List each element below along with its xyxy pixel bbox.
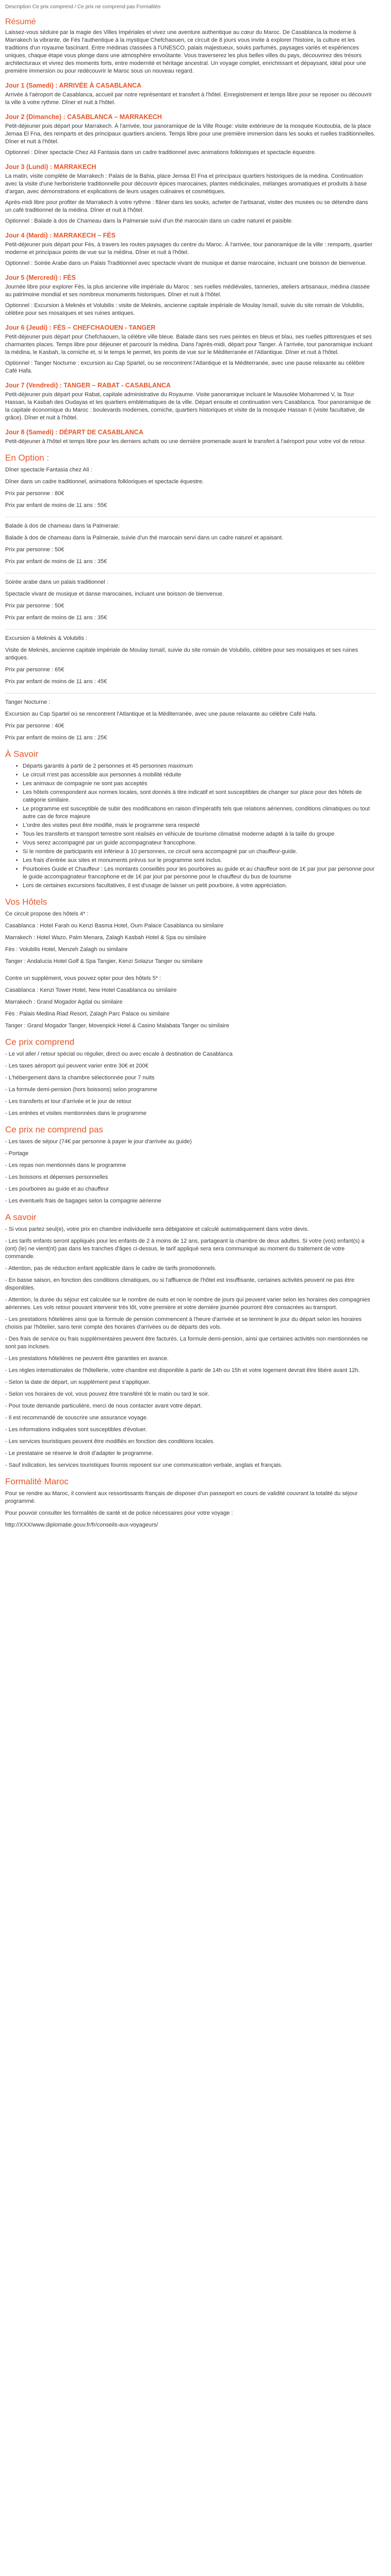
formalites-item: Pour pouvoir consulter les formalités de santé et de police nécessaires pour votre voyage :	[5, 1510, 233, 1516]
a-savoir-item: - Les règles internationales de l'hôtellerie, votre chambre est disponible à partir de 14h ou 15h et votre logement devrait être libéré avant 12h.	[5, 1367, 360, 1374]
option-description: Excursion au Cap Spartel où se rencontrent l'Atlantique et la Méditerranée, avec une pause relaxante au célèbre Café Hafa.	[5, 711, 317, 717]
savoir-item: • Pourboires Guide et Chauffeur : Les montants conseillés pour les pourboires au guide et au chauffeur sont de 1€ par jour par personne pour le guide accompagnateur francophone et de 1€ par jour par personne pour le chauffeur du bus de tourisme	[23, 866, 376, 881]
day-paragraph: La matin, visite complète de Marrakech : Palais de la Bahia, place Jemaa El Fna et principaux quartiers historiques de la médina. Continuation avec la visite d'une herboristerie traditionnelle pour découvrir épices marocaines, plantes médicinales, mélanges aromatiques et produits à base d'argan, avec démonstrations et explications de leurs usages culinaires et cosmétiques.	[5, 173, 367, 195]
hotel-line: Casablanca : Hotel Farah ou Kenzi Basma Hotel, Oum Palace Casablanca ou similaire	[5, 923, 224, 929]
savoir-item: • Le circuit n'est pas accessible aux personnes à mobilité réduite	[23, 771, 376, 779]
day-title: Jour 3 (Lundi) : MARRAKECH	[5, 163, 96, 171]
savoir-item: • Lors de certaines excursions facultatives, il est d'usage de laisser un petit pourboire, à votre appréciation.	[23, 882, 376, 890]
savoir-title: À Savoir	[5, 749, 39, 759]
formalites-title: Formalité Maroc	[5, 1477, 69, 1486]
a-savoir-title: A savoir	[5, 1212, 37, 1222]
hotels-title: Vos Hôtels	[5, 897, 47, 907]
a-savoir-list	[5, 1226, 376, 1469]
hotel-line: Tanger : Grand Mogador Tanger, Movenpick Hotel & Casino Malabata Tanger ou similaire	[5, 1023, 230, 1029]
savoir-item: • Départs garantis à partir de 2 personnes et 45 personnes maximum	[23, 762, 376, 770]
day-paragraph: Après-midi libre pour profiter de Marrakech à votre rythme : flâner dans les souks, acheter de l'artisanat, visiter des musées ou se détendre dans un café traditionnel de la médina. Dîner et nuit à l'hôtel.	[5, 199, 368, 213]
a-savoir-item: - Les prestations hôtelières ainsi que la formule de pension commencent à l'heure d'arrivée et se terminent le jour du départ selon les horaires choisis par l'hôtelier, sans tenir compte des horaires d'arrivées ou de départs des vols.	[5, 1316, 362, 1330]
option-name: Excursion à Meknès & Volubilis :	[5, 635, 87, 641]
day-title: Jour 2 (Dimanche) : CASABLANCA – MARRAKECH	[5, 113, 162, 121]
hotel-line: Marrakech : Hotel Wazo, Palm Menara, Zalagh Kasbah Hotel & Spa ou similaire	[5, 935, 206, 941]
a-savoir-item: - Il est recommandé de souscrire une assurance voyage.	[5, 1415, 148, 1421]
resume-text: Laissez-vous séduire par la magie des Villes Impériales et vivez une aventure authentique au cœur du Maroc. De Casablanca la moderne à Marrakech la vibrante, de Fès l'authentique à la mystique Chefchaouen, ce circuit de 8 jours vous invite à explorer l'histoire, la culture et les traditions d'un royaume fascinant. Entre médinas classées à l'UNESCO, palais majestueux, souks parfumés, paysages variés et expériences uniques, chaque étape vous plonge dans une atmosphère envoûtante. Vous traverserez les plus belles villes du pays, découvrirez des trésors architecturaux et vivrez des moments forts, entre modernité et héritage ancestral. Un voyage complet, enrichissant et dépaysant, idéal pour une première immersion ou pour redécouvrir le Maroc sous un nouveau regard.	[5, 29, 366, 74]
savoir-item: • Le programme est susceptible de subir des modifications en raison d'impératifs tels que relations aériennes, conditions climatiques ou tout autre cas de force majeure	[23, 805, 376, 821]
option-description: Spectacle vivant de musique et danse marocaines, incluant une boisson de bienvenue.	[5, 591, 224, 597]
day-paragraph: Journée libre pour explorer Fès, la plus ancienne ville impériale du Maroc : ses ruelles médiévales, tanneries, ateliers artisanaux, médina classée au patrimoine mondial et ses nombreux monuments historiques. Dîner et nuit à l'hôtel.	[5, 284, 370, 298]
day-paragraph: Petit-déjeuner puis départ pour Marrakech. À l'arrivée, tour panoramique de la Ville Rouge: visite extérieure de la mosquée Koutoubia, de la place Jemaa El Fna, des remparts et des principaux quartiers anciens. Temps libre pour une première immersion dans les souks et ruelles traditionnelles. Dîner et nuit à l'hôtel.	[5, 123, 376, 145]
option-description: Visite de Meknès, ancienne capitale impériale de Moulay Ismaïl, suivie du site romain de Volubilis, célèbre pour ses mosaïques et ses ruines antiques.	[5, 647, 358, 661]
day-title: Jour 7 (Vendredi) : TANGER – RABAT - CASABLANCA	[5, 382, 171, 389]
option-name: Tanger Nocturne :	[5, 699, 51, 705]
comprend-title: Ce prix comprend	[5, 1037, 75, 1047]
day-paragraph: Optionnel : Excursion à Meknès et Volubilis : visite de Meknès, ancienne capitale impériale de Moulay Ismaïl, suivie du site romain de Volubilis, célèbre pour ses mosaïques et ses ruines antiques.	[5, 302, 364, 316]
option-price: Prix par enfant de moins de 11 ans : 35€	[5, 615, 107, 621]
comprend-item: - Les taxes aéroport qui peuvent varier entre 30€ et 200€	[5, 1063, 149, 1069]
option-title: En Option :	[5, 453, 50, 463]
ne-comprend-item: - Les pourboires au guide et au chauffeur	[5, 1186, 109, 1192]
option-block	[5, 579, 376, 622]
option-block	[5, 466, 376, 510]
ne-comprend-item: - Les repas non mentionnés dans le programme	[5, 1162, 126, 1168]
a-savoir-item: - Sauf indication, les services touristiques fournis reposent sur une communication verbale, anglais et français.	[5, 1462, 283, 1468]
hotel-group-title: Contre un supplément, vous pouvez opter pour des hôtels 5* :	[5, 975, 161, 981]
option-name: Balade à dos de chameau dans la Palmeraie:	[5, 523, 120, 529]
a-savoir-item: - Le prestataire se réserve le droit d'adapter le programme.	[5, 1450, 154, 1456]
option-price: Prix par personne : 50€	[5, 547, 64, 553]
comprend-item: - Les entrées et visites mentionnées dans le programme	[5, 1110, 146, 1116]
day-title: Jour 6 (Jeudi) : FÈS – CHEFCHAOUEN - TANGER	[5, 324, 156, 331]
day-paragraph: Optionnel : Soirée Arabe dans un Palais Traditionnel avec spectacle vivant de musique et danse marocaine, incluant une boisson de bienvenue.	[5, 260, 367, 266]
spacer	[5, 970, 376, 975]
option-price: Prix par enfant de moins de 11 ans : 55€	[5, 502, 107, 509]
hotel-line: Marrakech : Grand Mogador Agdal ou similaire	[5, 999, 123, 1005]
comprend-item: - Le vol aller / retour spécial ou régulier, direct ou avec escale à destination de Casablanca	[5, 1051, 233, 1057]
hotel-group-title: Ce circuit propose des hôtels 4* :	[5, 911, 89, 917]
ne-comprend-item: - Les boissons et dépenses personnelles	[5, 1174, 108, 1180]
option-block	[5, 522, 376, 566]
resume-title: Résumé	[5, 18, 36, 26]
ne-comprend-item: - Les taxes de séjour (74€ par personne à payer le jour d'arrivée au guide)	[5, 1139, 192, 1145]
a-savoir-item: - Selon la date de départ, un supplément peut s'appliquer.	[5, 1379, 151, 1385]
option-price: Prix par personne : 65€	[5, 667, 64, 673]
option-price: Prix par personne : 40€	[5, 723, 64, 729]
option-price: Prix par enfant de moins de 11 ans : 25€	[5, 735, 107, 741]
option-name: Soirée arabe dans un palais traditionnel :	[5, 579, 108, 585]
day-paragraph: Optionnel : Tanger Nocturne : excursion au Cap Spartel, ou se rencontrent l'Atlantique et la Méditerranée, avec une pause relaxante au célèbre Café Hafa.	[5, 360, 365, 374]
day-paragraph: Arrivée à l'aéroport de Casablanca, accueil par notre représentant et transfert à l'hôtel. Enregistrement et temps libre pour se reposer ou découvrir la ville à votre rythme. Dîner et nuit à l'hôtel.	[5, 92, 372, 106]
savoir-item: • Tous les transferts et transport terrestre sont réalisés en véhicule de tourisme climatisé moderne adapté à la taille du groupe	[23, 831, 376, 838]
day-title: Jour 8 (Samedi) : DÉPART DE CASABLANCA	[5, 429, 143, 436]
comprend-item: - Les transferts et tour d'arrivée et le jour de retour	[5, 1098, 132, 1105]
breadcrumb[interactable]: Description Ce prix comprend / Ce prix ne comprend pas Formalités	[5, 4, 161, 10]
a-savoir-item: - Pour toute demande particulière, merci de nous contacter avant votre départ.	[5, 1403, 202, 1409]
day-title: Jour 5 (Mercredi) : FÈS	[5, 274, 76, 281]
savoir-item: • Les frais d'entrée aux sites et monuments prévus sur le programme sont inclus.	[23, 857, 376, 865]
option-block	[5, 635, 376, 686]
savoir-item: • Les hôtels correspondent aux normes locales, sont donnés à titre indicatif et sont susceptibles de changer sur place pour des hôtels de catégorie similaire.	[23, 789, 376, 804]
day-paragraph: Petit-déjeuner puis départ pour Chefchaouen, la célèbre ville bleue. Balade dans ses rues peintes en bleus et blau, ses ruelles pittoresques et ses charmantes places. Temps libre pour déjeuner et parcourir la médina. Dans l'après-midi, départ pour Tanger. À l'arrivée, tour panoramique incluant la médina, le Kasbah, la corniche et, si le temps le permet, les points de vue sur le Méditerranée et l'Atlantique. Dîner et nuit à l'hôtel.	[5, 334, 372, 355]
day-title: Jour 4 (Mardi) : MARRAKECH – FÈS	[5, 232, 116, 239]
a-savoir-item: - Si vous partez seul(e), votre prix en chambre individuelle sera débigatoire et calculé automatiquement dans votre devis.	[5, 1226, 309, 1232]
savoir-item: • Si le nombre de participants est inférieur à 10 personnes, ce circuit sera accompagné par un chauffeur-guide.	[23, 848, 376, 856]
day-paragraph: Petit-déjeuner à l'hôtel et temps libre pour les derniers achats ou une dernière promenade avant le transfert à l'aéroport pour votre vol de retour.	[5, 438, 366, 445]
day-title: Jour 1 (Samedi) : ARRIVÉE À CASABLANCA	[5, 82, 142, 89]
option-price: Prix par personne : 50€	[5, 603, 64, 609]
day-paragraph: Optionnel : Balade à dos de Chameau dans la Palmeraie suivi d'un thé marocain dans un cadre naturel et paisible.	[5, 218, 293, 224]
savoir-list	[5, 762, 376, 890]
itinerary	[5, 81, 376, 446]
comprend-list	[5, 1050, 376, 1117]
option-block	[5, 699, 376, 742]
ne-comprend-list	[5, 1138, 376, 1205]
savoir-item: • Vous serez accompagné par un guide accompagnateur francophone.	[23, 839, 376, 847]
formalites-list	[5, 1490, 376, 1529]
hotel-line: Fès : Volubilis Hotel, Menzeh Zalagh ou similaire	[5, 946, 128, 953]
day-paragraph: Optionnel : Dîner spectacle Chez Ali Fantasia dans un cadre traditionnel avec animations folkloriques et spectacle équestre.	[5, 149, 316, 156]
a-savoir-item: - Des frais de service ou frais supplémentaires peuvent être facturés. La formule demi-pension, ainsi que certaines activités non mentionnées ne sont pas incluses.	[5, 1336, 368, 1350]
formalites-item: http://XXX/www.diplomatie.gouv.fr/fr/conseils-aux-voyageurs/	[5, 1522, 158, 1528]
ne-comprend-item: - Portage	[5, 1150, 29, 1157]
savoir-item: • Les animaux de compagnie ne sont pas acceptés	[23, 780, 376, 788]
options-list	[5, 466, 376, 742]
option-description: Dîner dans un cadre traditionnel, animations folkloriques et spectacle équestre.	[5, 479, 204, 485]
hotel-line: Casablanca : Kenzi Tower Hotel, New Hotel Casablanca ou similaire	[5, 987, 177, 993]
option-price: Prix par enfant de moins de 11 ans : 35€	[5, 558, 107, 565]
option-price: Prix par personne : 80€	[5, 490, 64, 497]
ne-comprend-item: - Les éventuels frais de bagages selon la compagnie aérienne	[5, 1198, 161, 1204]
option-price: Prix par enfant de moins de 11 ans : 45€	[5, 679, 107, 685]
day-paragraph: Petit-déjeuner puis départ pour Rabat, capitale administrative du Royaume. Visite panoramique incluant le Mausolée Mohammed V, la Tour Hassan, la Kasbah des Oudayas et les quartiers emblématiques de la ville. Départ ensuite et continuation vers Casablanca. Tour panoramique de la capitale économique du Maroc : boulevards modernes, corniche, quartiers historiques et visite de la mosquée Hassan II (visite facultative, de grâce). Dîner et nuit à l'hôtel.	[5, 392, 371, 421]
formalites-item: Pour se rendre au Maroc, il convient aux ressortissants français de disposer d'un passeport en cours de validité couvrant la totalité du séjour programmé.	[5, 1490, 358, 1504]
hotel-line: Tanger : Andalucia Hotel Golf & Spa Tangier, Kenzi Solazur Tanger ou similaire	[5, 958, 203, 964]
ne-comprend-title: Ce prix ne comprend pas	[5, 1125, 103, 1134]
a-savoir-item: - Les prestations hôtelières ne peuvent être garanties en avance.	[5, 1355, 169, 1362]
hotel-line: Fès : Palais Medina Riad Resort, Zalagh Parc Palace ou similaire	[5, 1011, 170, 1017]
comprend-item: - L'hébergement dans la chambre sélectionnée pour 7 nuits	[5, 1075, 155, 1081]
a-savoir-item: - Attention, pas de réduction enfant applicable dans le cadre de tarifs promotionnels.	[5, 1265, 217, 1272]
a-savoir-item: - Selon vos horaires de vol, vous pouvez être transféré tôt le matin ou tard le soir.	[5, 1391, 209, 1397]
a-savoir-item: - Les informations indiquées sont susceptibles d'évoluer.	[5, 1427, 147, 1433]
a-savoir-item: - Les services touristiques peuvent être modifiés en fonction des conditions locales.	[5, 1438, 215, 1445]
option-description: Balade à dos de chameau dans la Palmeraie, suivie d'un thé marocain servi dans un cadre naturel et apaisant.	[5, 535, 283, 541]
comprend-item: - La formule demi-pension (hors boissons) selon programme	[5, 1087, 157, 1093]
option-name: Dîner spectacle Fantasia chez Ali :	[5, 467, 92, 473]
savoir-item: • L'ordre des visites peut être modifié, mais le programme sera respecté	[23, 822, 376, 829]
hotels-list	[5, 910, 376, 1030]
a-savoir-item: - Attention, la durée du séjour est calculée sur le nombre de nuits et non le nombre de jours qui peuvent varier selon les horaires des compagnies aériennes. Les vols retour pouvant intervenir très tôt, votre première et votre dernière journée pourront être consacrées au transport.	[5, 1297, 370, 1311]
a-savoir-item: - Les tarifs enfants seront appliqués pour les enfants de 2 à moins de 12 ans, partageant la chambre de deux adultes. Si votre (vos) enfant(s) a (ont) (le) ne vient(nt) pas dans les tranches d'âges ci-dessus, le tarif appliqué sera sera communiqué au moment du traitement de votre commande.	[5, 1238, 365, 1260]
a-savoir-item: - En basse saison, en fonction des conditions climatiques, ou si l'affluence de l'hôtel est insuffisante, certaines activités peuvent ne pas être disponibles.	[5, 1277, 355, 1291]
day-paragraph: Petit-déjeuner puis départ pour Fès, à travers les routes paysages du centre du Maroc. À l'arrivée, tour panoramique de la ville : remparts, quartier moderne et principaux points de vue sur la médina. Dîner et nuit à l'hôtel.	[5, 242, 372, 256]
divider	[5, 629, 376, 630]
